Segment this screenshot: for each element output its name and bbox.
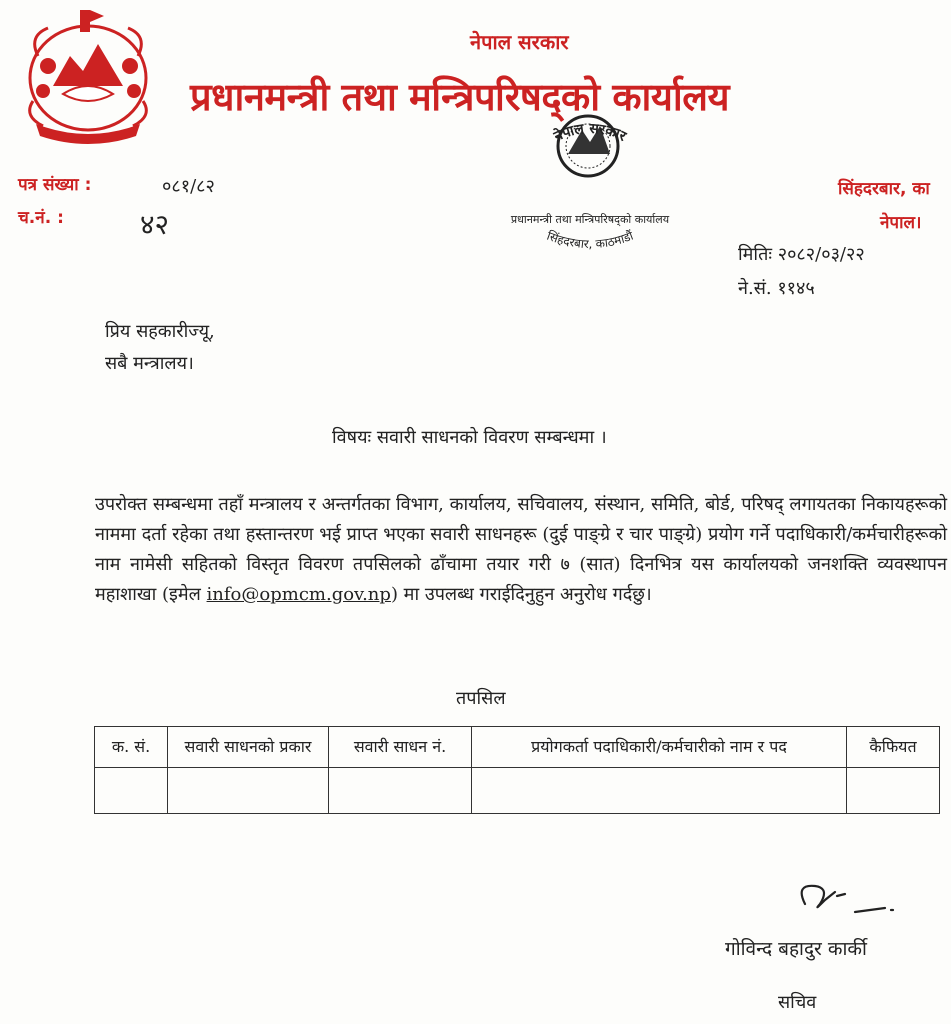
details-table	[94, 726, 940, 814]
letter-number-label: पत्र संख्या :	[18, 175, 92, 195]
handwritten-signature	[775, 874, 905, 924]
dispatch-number-label: च.नं. :	[18, 208, 64, 228]
dispatch-number-value: ४२	[140, 208, 170, 241]
nepal-emblem-icon	[8, 6, 168, 146]
signatory-name: गोविन्द बहादुर कार्की	[725, 938, 867, 960]
table-cell	[472, 768, 847, 814]
stamp-bottom-text: सिंहदरबार, काठमाडौं	[544, 228, 636, 252]
letter-number-value: ०८१/८२	[162, 176, 215, 197]
table-cell	[168, 768, 329, 814]
location-line1: सिंहदरबार, का	[838, 179, 930, 199]
addressee	[105, 316, 215, 380]
header-vehicle-number: सवारी साधन नं.	[329, 727, 472, 768]
government-name: नेपाल सरकार	[470, 30, 569, 54]
header-user-name-position: प्रयोगकर्ता पदाधिकारी/कर्मचारीको नाम र पद	[472, 727, 847, 768]
body-text-part1: उपरोक्त सम्बन्धमा तहाँ मन्त्रालय र अन्तर्गतका विभाग, कार्यालय, सचिवालय, संस्थान, समिति, बोर्ड, परिषद् लगायतका निकायहरूको नाममा दर्ता रहेका तथा हस्तान्तरण भई प्राप्त भएका सवारी साधनहरू (दुई पाङ्ग्रे र चार पाङ्ग्रे) प्रयोग गर्ने पदाधिकारी/कर्मचारीहरूको नाम नामेसी सहितको विस्तृत विवरण तपसिलको ढाँचामा तयार गरी ७ (सात) दिनभित्र यस कार्यालयको जनशक्ति व्यवस्थापन महाशाखा (इमेल	[95, 494, 947, 605]
table-row	[95, 768, 940, 814]
letter-body	[95, 490, 947, 610]
table-title: तपसिल	[456, 688, 506, 709]
signatory-designation: सचिव	[778, 992, 817, 1013]
table-cell	[95, 768, 168, 814]
body-text-part2: ) मा उपलब्ध गराईदिनुहुन अनुरोध गर्दछु।	[390, 584, 652, 605]
header-vehicle-type: सवारी साधनको प्रकार	[168, 727, 329, 768]
table-header-row	[95, 727, 940, 768]
stamp-mid-text: प्रधानमन्त्री तथा मन्त्रिपरिषद्को कार्यालय	[510, 213, 670, 226]
letter-date: मितिः २०८२/०३/२२	[738, 244, 865, 265]
nepal-sambat-date: ने.सं. ११४५	[738, 278, 815, 299]
table-cell	[847, 768, 940, 814]
email-link[interactable]: info@opmcm.gov.np	[206, 584, 391, 605]
header-serial-no: क. सं.	[95, 727, 168, 768]
subject-line: विषयः सवारी साधनको विवरण सम्बन्धमा ।	[332, 427, 607, 448]
table-cell	[329, 768, 472, 814]
header-remarks: कैफियत	[847, 727, 940, 768]
location-line2: नेपाल।	[880, 213, 922, 233]
office-stamp	[490, 108, 690, 258]
addressee-line1: प्रिय सहकारीज्यू,	[105, 321, 215, 342]
addressee-line2: सबै मन्त्रालय।	[105, 353, 194, 374]
svg-text:सिंहदरबार, काठमाडौं	[545, 228, 636, 251]
office-name: प्रधानमन्त्री तथा मन्त्रिपरिषद्को कार्यालय	[190, 75, 730, 119]
stamp-top-text: नेपाल सरकार	[551, 120, 629, 145]
